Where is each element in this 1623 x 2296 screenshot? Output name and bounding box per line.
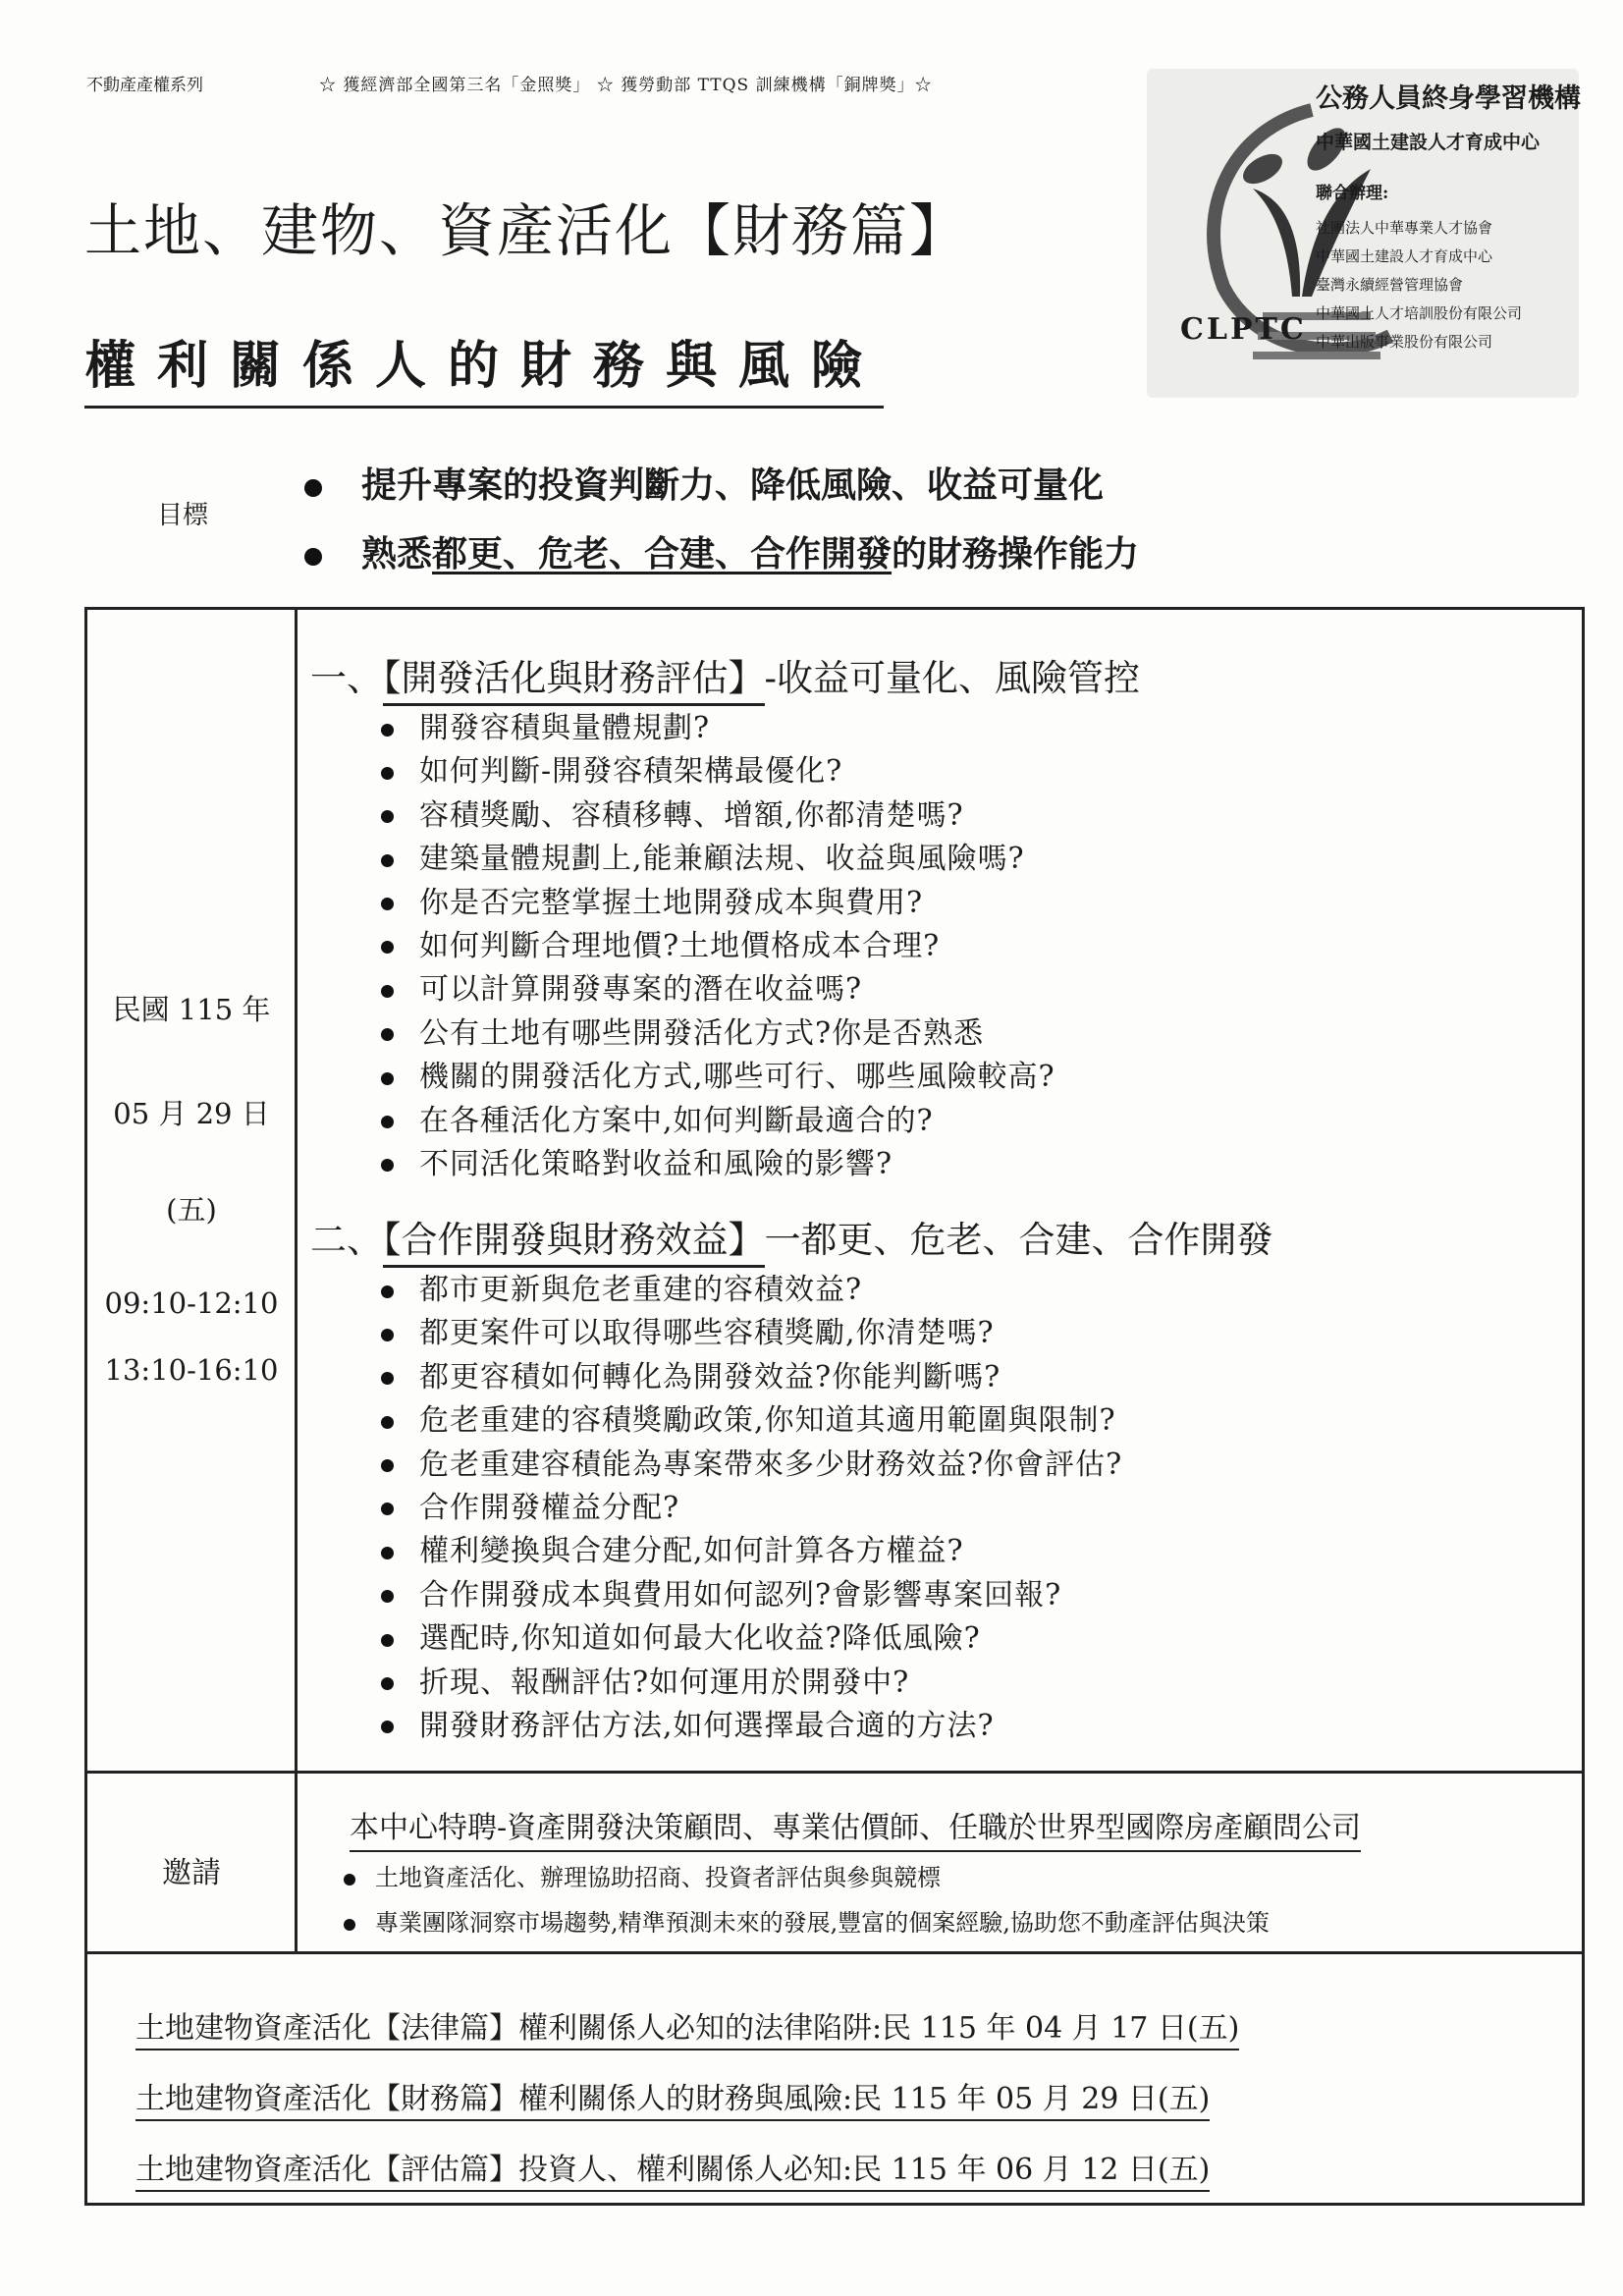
list-item: 如何判斷合理地價?土地價格成本合理? [381,921,1055,964]
bullet-icon [344,1919,355,1931]
list-item: 機關的開發活化方式,哪些可行、哪些風險較高? [381,1052,1055,1095]
list-item: 選配時,你知道如何最大化收益?降低風險? [381,1613,1122,1657]
bullet-icon [381,1416,394,1429]
section-1-items [381,703,1055,1182]
bullet-icon [381,1329,394,1341]
list-item: 都更容積如何轉化為開發效益?你能判斷嗎? [381,1352,1122,1395]
main-title: 土地、建物、資產活化【財務篇】 [84,197,969,264]
schedule-weekday: (五) [166,1193,217,1227]
section-heading: 一、【開發活化與財務評估】-收益可量化、風險管控 [310,648,1140,701]
series-item-valuation: 土地建物資產活化【評估篇】投資人、權利關係人必知:民 115 年 06 月 12 日(五) [135,2145,1210,2192]
schedule-time-pm: 13:10-16:10 [104,1353,279,1387]
bullet-icon [381,1159,394,1172]
bullet-icon [381,1677,394,1690]
logo-abbr: CLPTC [1180,312,1307,347]
invite-label: 邀請 [162,1856,221,1890]
invite-item: 土地資產活化、辦理協助招商、投資者評估與參與競標 [344,1858,941,1892]
list-item: 權利變換與合建分配,如何計算各方權益? [381,1526,1122,1569]
sub-title: 權利關係人的財務與風險 [84,324,884,409]
logo-sub-name: 中華國土建設人才育成中心 [1316,132,1541,153]
schedule-year: 民國 115 年 [112,993,271,1026]
invite-heading: 本中心特聘-資產開發決策顧問、專業估價師、任職於世界型國際房產顧問公司 [350,1803,1361,1852]
bullet-icon [381,1285,394,1298]
section-heading: 二、【合作開發與財務效益】一都更、危老、合建、合作開發 [310,1210,1273,1263]
bullet-icon [381,941,394,954]
list-item: 開發容積與量體規劃? [381,703,1055,746]
list-item: 公有土地有哪些開發活化方式?你是否熟悉 [381,1009,1055,1052]
goal-item: 提升專案的投資判斷力、降低風險、收益可量化 [304,458,1104,508]
bullet-icon [381,724,394,737]
cohost-item: 中華國土建設人才育成中心 [1316,247,1493,265]
bullet-icon [381,985,394,998]
schedule-date: 05 月 29 日 [113,1097,270,1130]
bullet-icon [381,767,394,780]
list-item: 折現、報酬評估?如何運用於開發中? [381,1658,1122,1701]
bullet-icon [381,1116,394,1128]
series-item-finance: 土地建物資產活化【財務篇】權利關係人的財務與風險:民 115 年 05 月 29 日(五) [135,2074,1210,2121]
bullet-icon [381,1372,394,1385]
bullet-icon [381,1459,394,1472]
cohost-item: 中華出版事業股份有限公司 [1316,333,1493,351]
cohost-list [1316,214,1522,356]
goal-item: 熟悉都更、危老、合建、合作開發的財務操作能力 [304,526,1139,576]
awards-line: ☆ 獲經濟部全國第三名「金照獎」 ☆ 獲勞動部 TTQS 訓練機構「銅牌獎」☆ [319,76,933,95]
bullet-icon [381,1590,394,1603]
list-item: 開發財務評估方法,如何選擇最合適的方法? [381,1701,1122,1744]
list-item: 危老重建的容積獎勵政策,你知道其適用範圍與限制? [381,1395,1122,1439]
list-item: 合作開發權益分配? [381,1483,1122,1526]
list-item: 可以計算開發專案的潛在收益嗎? [381,964,1055,1008]
column-divider [295,1774,298,1954]
cohost-label: 聯合辦理: [1316,184,1389,203]
list-item: 都市更新與危老重建的容積效益? [381,1265,1122,1308]
cohost-item: 社團法人中華專業人才協會 [1316,219,1493,237]
bullet-icon [381,1721,394,1733]
bullet-icon [381,1547,394,1559]
series-item-law: 土地建物資產活化【法律篇】權利關係人必知的法律陷阱:民 115 年 04 月 17 日(五) [135,2003,1239,2050]
clptc-logo-box [1147,69,1579,398]
goals-label: 目標 [157,501,209,530]
cohost-item: 中華國土人才培訓股份有限公司 [1316,304,1523,322]
logo-org-name: 公務人員終身學習機構 [1316,83,1581,114]
column-divider [295,607,298,1774]
list-item: 都更案件可以取得哪些容積獎勵,你清楚嗎? [381,1308,1122,1351]
cohost-item: 臺灣永續經營管理協會 [1316,276,1464,294]
bullet-icon [381,810,394,823]
list-item: 合作開發成本與費用如何認列?會影響專案回報? [381,1570,1122,1613]
bullet-icon [381,1028,394,1041]
bullet-icon [304,479,322,497]
schedule-time-am: 09:10-12:10 [104,1286,279,1320]
list-item: 你是否完整掌握土地開發成本與費用? [381,878,1055,921]
bullet-icon [381,1072,394,1085]
bullet-icon [381,854,394,867]
list-item: 不同活化策略對收益和風險的影響? [381,1139,1055,1182]
bullet-icon [381,898,394,910]
bullet-icon [381,1503,394,1515]
list-item: 在各種活化方案中,如何判斷最適合的? [381,1096,1055,1139]
invite-item: 專業團隊洞察市場趨勢,精準預測未來的發展,豐富的個案經驗,協助您不動產評估與決策 [344,1903,1270,1938]
list-item: 建築量體規劃上,能兼顧法規、收益與風險嗎? [381,834,1055,877]
series-label: 不動產產權系列 [86,76,203,95]
bullet-icon [304,548,322,566]
list-item: 容積獎勵、容積移轉、增額,你都清楚嗎? [381,791,1055,834]
list-item: 如何判斷-開發容積架構最優化? [381,746,1055,790]
list-item: 危老重建容積能為專案帶來多少財務效益?你會評估? [381,1440,1122,1483]
bullet-icon [344,1874,355,1886]
section-2-items [381,1265,1122,1744]
bullet-icon [381,1634,394,1647]
